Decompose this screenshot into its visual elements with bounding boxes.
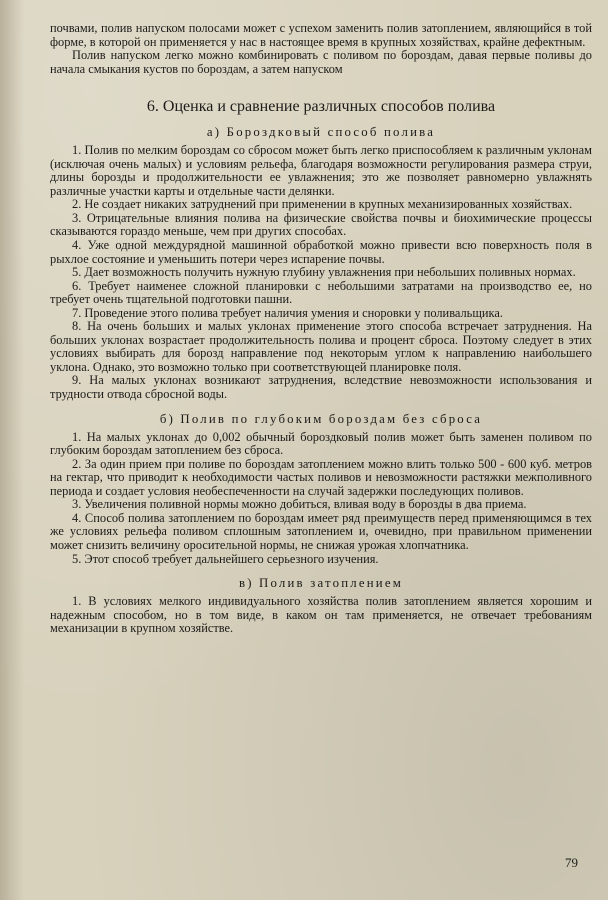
- page-number: 79: [565, 855, 578, 870]
- subsection-b-paragraph-3: 3. Увеличения поливной нормы можно добиться, вливая воду в борозды в два приема.: [72, 497, 527, 512]
- subsection-a-paragraph-2: 2. Не создает никаких затруднений при применении в крупных механизированных хозяйствах.: [72, 197, 573, 212]
- subsection-a-paragraph-7: 7. Проведение этого полива требует наличия умения и сноровки у поливальщика.: [72, 305, 503, 320]
- subsection-b-paragraph-1: 1. На малых уклонах до 0,002 обычный бороздковый полив может быть заменен поливом по глубоким бороздам затоплением без сброса.: [50, 429, 592, 458]
- subsection-title-b: б) Полив по глубоким бороздам без сброса: [159, 411, 483, 426]
- subsection-a-paragraph-9: 9. На малых уклонах возникают затруднения, вследствие невозможности использования и трудности отвода сбросной воды.: [50, 373, 592, 402]
- subsection-title-c: в) Полив затоплением: [238, 576, 404, 591]
- intro-paragraph-2: Полив напуском легко можно комбинировать с поливом по бороздам, давая первые поливы до начала смыкания кустов по бороздам, а затем напуском: [50, 48, 592, 76]
- intro-paragraph-1: почвами, полив напуском полосами может с успехом заменить полив затоплением, являющийся в той форме, в которой он применяется у нас в настоящее время в крупных хозяйствах, крайне дефектным.: [50, 21, 592, 49]
- page-content: [50, 22, 592, 636]
- subsection-b: [50, 412, 592, 566]
- subsection-a-paragraph-4: 4. Уже одной междурядной машинной обработкой можно привести всю поверхность поля в рыхлое состояние и уменьшить потери через испарение почвы.: [50, 238, 592, 266]
- subsection-a-paragraph-8: 8. На очень больших и малых уклонах применение этого способа встречает затруднения. На больших уклонах возрастает продолжительность полива и процент сброса. Поэтому следует в этих условиях выбирать для борозд направление под некоторым углом к направлению наибольшего уклона. Однако, это возможно только при соответствующей планировке поля.: [50, 319, 592, 374]
- subsection-a-paragraph-1: 1. Полив по мелким бороздам со сбросом может быть легко приспособляем к различным уклонам (исключая очень малых) и условиям рельефа, благодаря возможности регулирования размера струи, длины борозды и продолжительности ее увлажнения; это же позволяет равномерно увлажнять различные участки карты и отдельные части делянки.: [50, 143, 592, 198]
- subsection-a-paragraph-3: 3. Отрицательные влияния полива на физические свойства почвы и биохимические процессы сказываются гораздо меньше, чем при других способах.: [50, 210, 592, 239]
- subsection-a-paragraph-6: 6. Требует наименее сложной планировки с небольшими затратами на производство ее, но требует очень тщательной подготовки пашни.: [50, 278, 592, 307]
- section-title: 6. Оценка и сравнение различных способов полива: [146, 98, 496, 116]
- subsection-title-a: а) Бороздковый способ полива: [206, 125, 436, 140]
- subsection-c: [50, 576, 592, 636]
- subsection-b-paragraph-5: 5. Этот способ требует дальнейшего серьезного изучения.: [72, 551, 379, 566]
- subsection-c-paragraph-1: 1. В условиях мелкого индивидуального хозяйства полив затоплением является хорошим и надежным способом, но в том виде, в каком он там применяется, не отвечает требованиям механизации в крупном хозяйстве.: [50, 594, 592, 636]
- subsection-a-paragraph-5: 5. Дает возможность получить нужную глубину увлажнения при небольших поливных нормах.: [72, 265, 576, 280]
- subsection-b-paragraph-4: 4. Способ полива затоплением по бороздам имеет ряд преимуществ перед применяющимся в тех же условиях рельефа поливом сплошным затоплением и, очевидно, при правильном применении может снизить величину оросительной нормы, не снижая урожая хлопчатника.: [50, 510, 592, 552]
- subsection-b-paragraph-2: 2. За один прием при поливе по бороздам затоплением можно влить только 500 - 600 куб. метров на гектар, что приводит к необходимости частых поливов и невозможности растяжки межполивного периода и создает условия необеспеченности на случай задержки последующих поливов.: [50, 456, 592, 498]
